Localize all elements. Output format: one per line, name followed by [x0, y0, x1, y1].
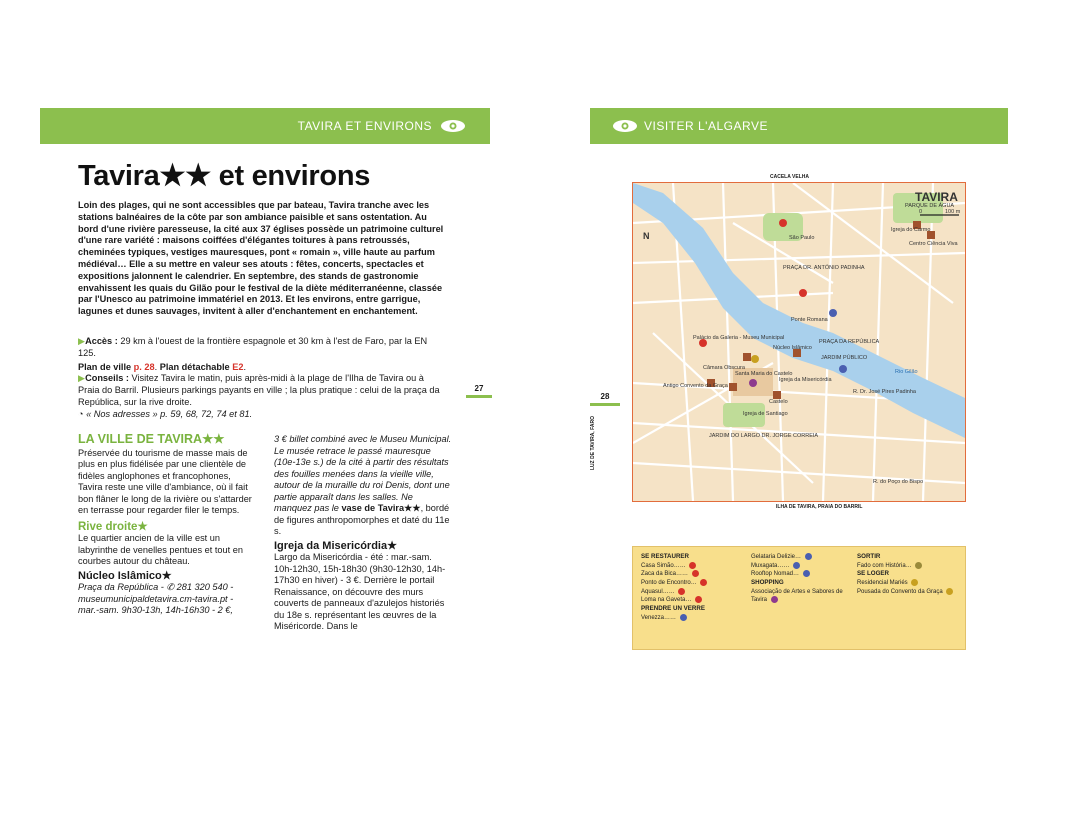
map-title: TAVIRA [915, 190, 958, 204]
igreja-heading: Igreja da Misericórdia★ [274, 539, 397, 552]
header-label: TAVIRA ET ENVIRONS [297, 119, 432, 133]
section-heading-rive: Rive droite★ [78, 520, 148, 533]
nucleo-text: Praça da República - ✆ 281 320 540 - museumunicipaldetavira.cm-tavira.pt - mar.-sam. 9h30-13h, 14h-16h30 - 2 €, [78, 582, 234, 615]
ville-text: Préservée du tourisme de masse mais de plus en plus fidélisée par une clientèle de fidèles anglophones et francophones, Tavira reste une ville d'ambiance, où il fait bon flâner le long de la rivière ou s'attarder en terrasse pour regarder filer le temps. [78, 447, 252, 515]
map-label-santiago: Igreja de Santiago [743, 411, 788, 417]
legend-col-1: SE RESTAURER Casa Simão…… Zaca da Bica…… Ponto de Encontro… Aquasul…… Loma na Gaveta… PRENDRE UN VERRE Venezza…… [641, 553, 739, 622]
info-block [78, 336, 444, 421]
map-scale-zero: 0 [919, 209, 923, 215]
map-label-rua-bispo: R. do Poço do Bispo [873, 479, 924, 485]
eye-icon [612, 119, 638, 133]
map-legend [632, 546, 966, 650]
map-label-ponte: Ponte Romana [791, 317, 828, 323]
eye-icon [440, 119, 466, 133]
city-map[interactable] [632, 182, 966, 502]
map-label-misericordia: Igreja da Misericórdia [779, 377, 832, 383]
rive-text: Le quartier ancien de la ville est un labyrinthe de venelles pentues et tout en courbes autour du château. [78, 533, 243, 566]
map-label-carmo: Igreja do Carmo [891, 227, 931, 233]
section-heading-ville: LA VILLE DE TAVIRA★★ [78, 432, 225, 446]
intro-paragraph: Loin des plages, qui ne sont accessibles que par bateau, Tavira tranche avec les stations balnéaires de la côte par son ambiance paisible et sans ostentation. Au bord d'une rivière paresseuse, la cité aux 37 églises possède un patrimoine culturel d'une rare variété : maisons coiffées d'élégantes toitures à pans retroussés, cheminées typiques, vestiges mauresques, pont « romain », ville haute au parfum médiéval… Elle a su mettre en valeur ses atouts : fêtes, concerts, spectacles et expositions jalonnent le calendrier. En septembre, des stands de gastronomie envahissent les quais du Gilão pour le festival de la diète méditerranéenne, classée par l'Unesco au patrimoine immatériel en 2013. Et les environs, entre garrigue, lagunes et dunes sauvages, invitent à aller d'enchantement en enchantement. [78, 200, 444, 317]
map-label-castelo: Castelo [769, 399, 788, 405]
igreja-text: Largo da Misericórdia - été : mar.-sam. 10h-12h30, 15h-18h30 (9h30-12h30, 14h-17h30 en hiver) - 3 €. Derrière le portail Renaissance, on découvre des murs couverts de panneaux d'azulejos historiés du 18e s. représentant les œuvres de la Miséricorde. Dans le [274, 552, 446, 631]
map-label-jardim: JARDIM DO LARGO DR. JORGE CORREIA [709, 433, 819, 439]
column-1 [78, 434, 256, 617]
header-band-right [590, 108, 1008, 144]
map-label-graca: Antigo Convento da Graça [663, 383, 728, 389]
nucleo-heading: Núcleo Islâmico★ [78, 569, 172, 582]
adresses-line: ◔ « Nos adresses » p. 59, 68, 72, 74 et 81. [78, 408, 253, 419]
map-label-rio: Rio Gilão [895, 369, 918, 375]
acces-line: ▶Accès : 29 km à l'ouest de la frontière espagnole et 30 km à l'est de Faro, par la EN 125. [78, 336, 428, 358]
north-arrow: N [643, 231, 650, 241]
header-band-left [40, 108, 490, 144]
plan-line: Plan de ville p. 28. Plan détachable E2. [78, 361, 247, 372]
map-label-ciencia: Centro Ciência Viva [909, 241, 958, 247]
map-label-rua-padinha: R. Dr. José Pires Padinha [853, 389, 916, 395]
map-label-camara: Câmara Obscura [703, 365, 745, 371]
page-title: Tavira★★ et environs [78, 160, 371, 192]
map-label-parque: PARQUE DE ÁGUA [905, 203, 955, 209]
map-label-jardim-publico: JARDIM PÚBLICO [821, 355, 868, 361]
page-number-left: 27 [466, 384, 492, 398]
map-top-label: CACELA VELHA [770, 174, 809, 180]
map-label-nucleo: Núcleo Islâmico [773, 345, 812, 351]
header-label: VISITER L'ALGARVE [644, 119, 768, 133]
legend-col-3: SORTIR Fado com História… SE LOGER Residencial Mariés Pousada do Convento da Graça [857, 553, 957, 596]
page-number-right: 28 [590, 392, 620, 406]
map-label-praca-padinha: PRAÇA DR. ANTÓNIO PADINHA [783, 265, 865, 271]
map-label-sao-paulo: São Paulo [789, 235, 815, 241]
map-label-santa-maria: Santa Maria do Castelo [735, 371, 793, 377]
map-label-galeria: Palácio da Galeria - Museu Municipal [693, 335, 785, 341]
legend-col-2: Gelataria Delizie… Muxagata…… Rooftop Nomad… SHOPPING Associação de Artes e Sabores de Tavira [751, 554, 843, 604]
conseils-line: ▶Conseils : Visitez Tavira le matin, puis après-midi à la plage de l'Ilha de Tavira ou à Praia do Barril. Plusieurs parkings payants en ville ; la plus pratique : celui de la praça da República, sur la rive droite. [78, 373, 440, 407]
map-left-label: LUZ DE TAVIRA, FARO [590, 416, 596, 470]
column-2 [274, 434, 452, 633]
map-label-republica: PRAÇA DA REPÚBLICA [819, 339, 880, 345]
col2-paragraph: 3 € billet combiné avec le Museu Municipal. Le musée retrace le passé mauresque (10e-13e s.) de la cité à partir des résultats des fouilles menées dans la vieille ville, autour de la muraille du roi Denis, dont une partie apparaît dans les salles. Ne manquez pas le vase de Tavira★★, bordé de figures anthropomorphes et daté du 11e s. [274, 434, 452, 536]
map-scale-distance: 100 m [945, 209, 961, 215]
addresses-icon: ◔ [78, 408, 84, 419]
map-bottom-label: ILHA DE TAVIRA, PRAIA DO BARRIL [776, 504, 863, 510]
